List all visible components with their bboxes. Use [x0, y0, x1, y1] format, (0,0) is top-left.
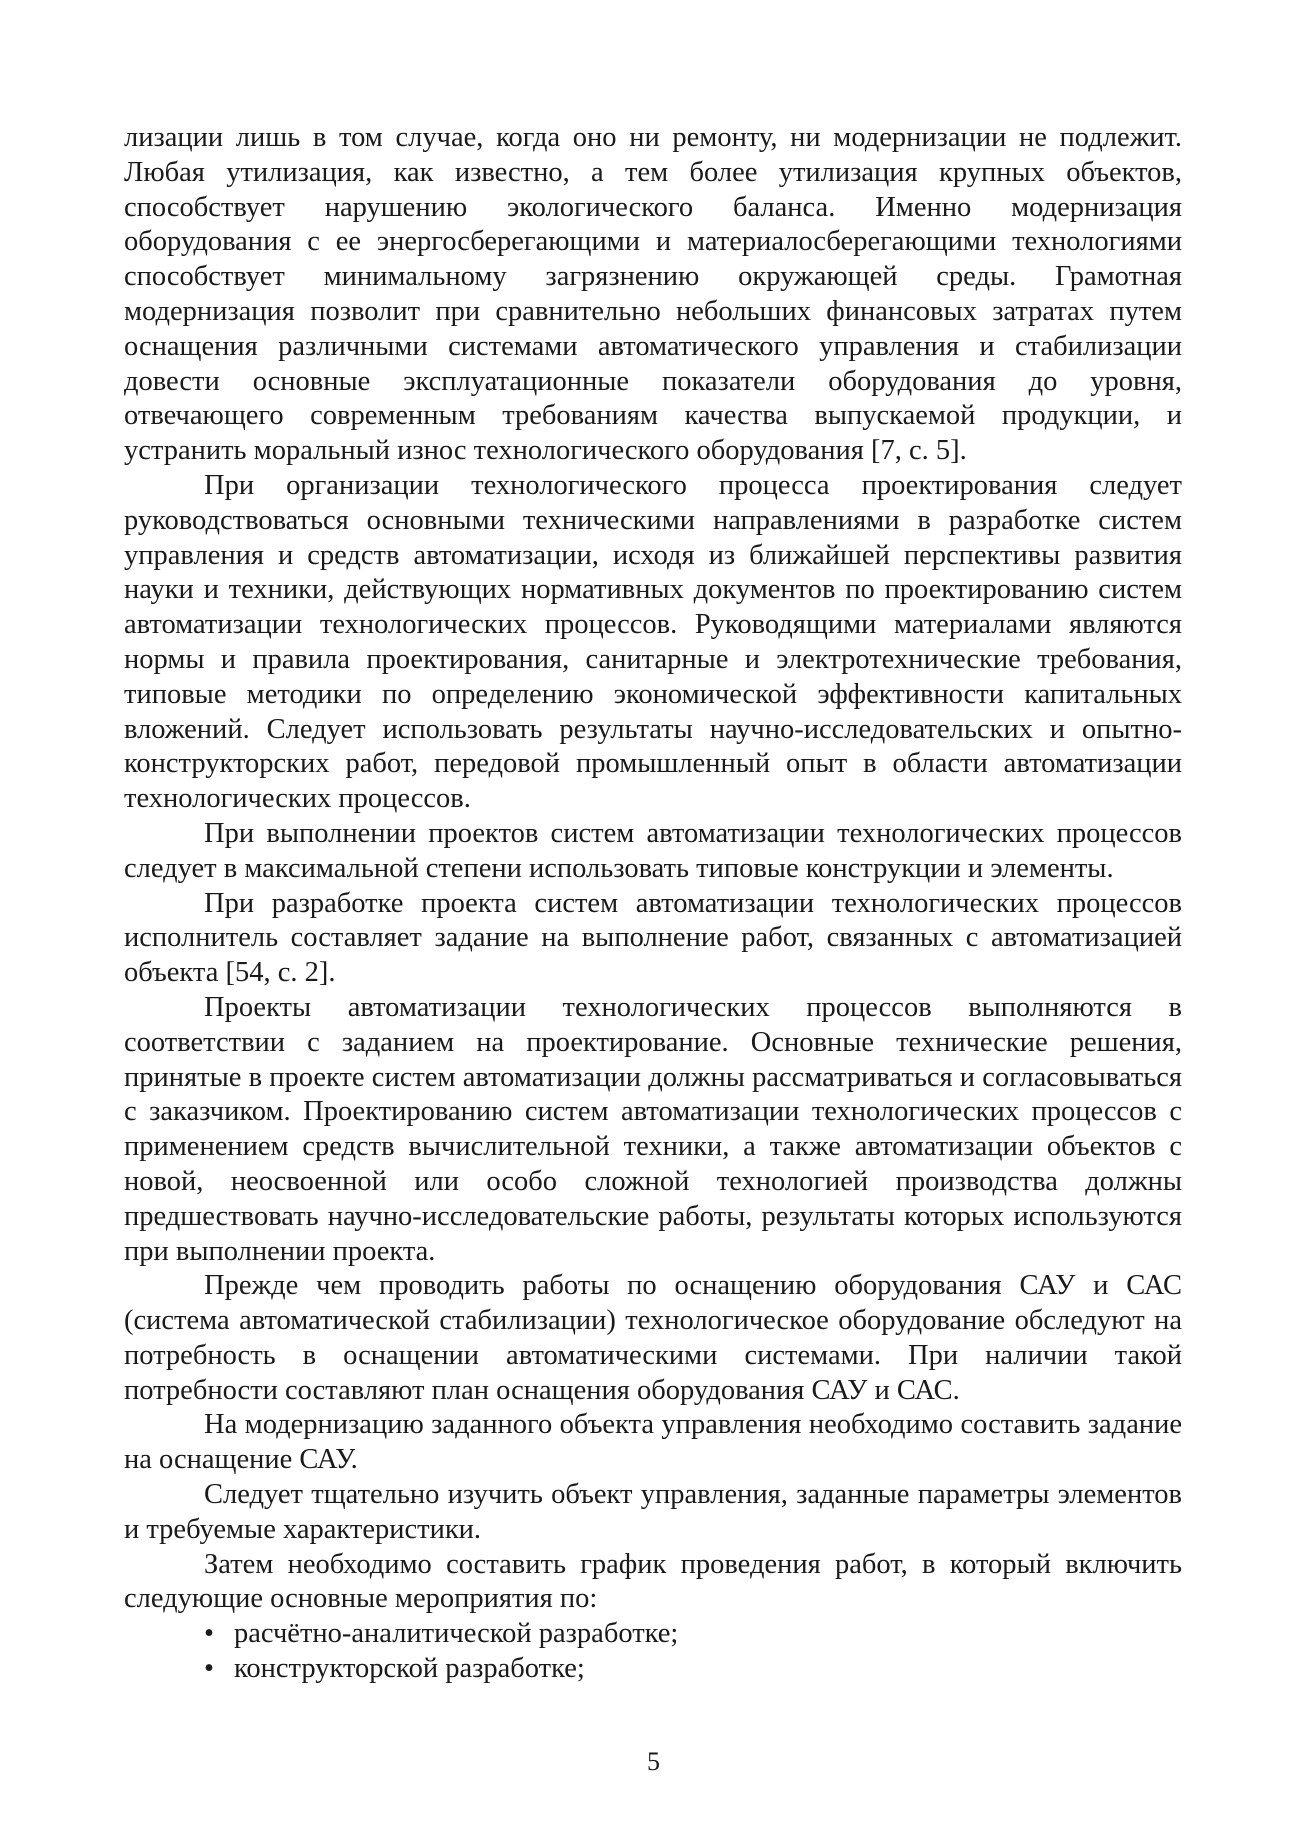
paragraph: При выполнении проектов систем автоматизации технологических процессов следует в максимальной степени использовать типовые конструкции и элементы.: [124, 817, 1182, 884]
bullet-icon: •: [204, 1618, 214, 1650]
paragraph: При разработке проекта систем автоматизации технологических процессов исполнитель составляет задание на выполнение работ, связанных с автоматизацией объекта [54, с. 2].: [124, 887, 1182, 989]
paragraph: Прежде чем проводить работы по оснащению оборудования САУ и САС (система автоматической стабилизации) технологическое оборудование обследуют на потребность в оснащении автоматическими системами. При наличии такой потребности составляют план оснащения оборудования САУ и САС.: [124, 1270, 1182, 1406]
paragraph: Затем необходимо составить график проведения работ, в который включить следующие основные мероприятия по:: [124, 1548, 1182, 1615]
paragraph: Проекты автоматизации технологических процессов выполняются в соответствии с заданием на проектирование. Основные технические решения, принятые в проекте систем автоматизации должны рассматриваться и согласовываться с заказчиком. Проектированию систем автоматизации технологических процессов с применением средств вычислительной техники, а также автоматизации объектов с новой, неосвоенной или особо сложной технологией производства должны предшествовать научно-исследовательские работы, результаты которых используются при выполнении проекта.: [124, 991, 1182, 1267]
paragraph: На модернизацию заданного объекта управления необходимо составить задание на оснащение САУ.: [124, 1409, 1182, 1476]
paragraph: При организации технологического процесса проектирования следует руководствоваться основными техническими направлениями в разработке систем управления и средств автоматизации, исходя из ближайшей перспективы развития науки и техники, действующих нормативных документов по проектированию систем автоматизации технологических процессов. Руководящими материалами являются нормы и правила проектирования, санитарные и электротехнические требования, типовые методики по определению экономической эффективности капитальных вложений. Следует использовать результаты научно-исследовательских и опытно-конструкторских работ, передовой промышленный опыт в области автоматизации технологических процессов.: [124, 469, 1182, 815]
list-item-text: конструкторской разработке;: [234, 1653, 585, 1685]
list-item: [124, 1617, 1182, 1652]
list-item: [124, 1652, 1182, 1687]
page-body: [124, 121, 1182, 1687]
paragraph: лизации лишь в том случае, когда оно ни ремонту, ни модернизации не подлежит. Любая утилизация, как известно, а тем более утилизация крупных объектов, способствует нарушению экологического баланса. Именно модернизация оборудования с ее энергосберегающими и материалосберегающими технологиями способствует минимальному загрязнению окружающей среды. Грамотная модернизация позволит при сравнительно небольших финансовых затратах путем оснащения различными системами автоматического управления и стабилизации довести основные эксплуатационные показатели оборудования до уровня, отвечающего современным требованиям качества выпускаемой продукции, и устранить моральный износ технологического оборудования [7, с. 5].: [124, 122, 1182, 467]
paragraph: Следует тщательно изучить объект управления, заданные параметры элементов и требуемые характеристики.: [124, 1479, 1182, 1545]
bullet-icon: •: [204, 1653, 214, 1685]
list-item-text: расчётно-аналитической разработке;: [234, 1618, 679, 1650]
page-number: 5: [647, 1747, 660, 1776]
bullet-list: [124, 1617, 1182, 1687]
